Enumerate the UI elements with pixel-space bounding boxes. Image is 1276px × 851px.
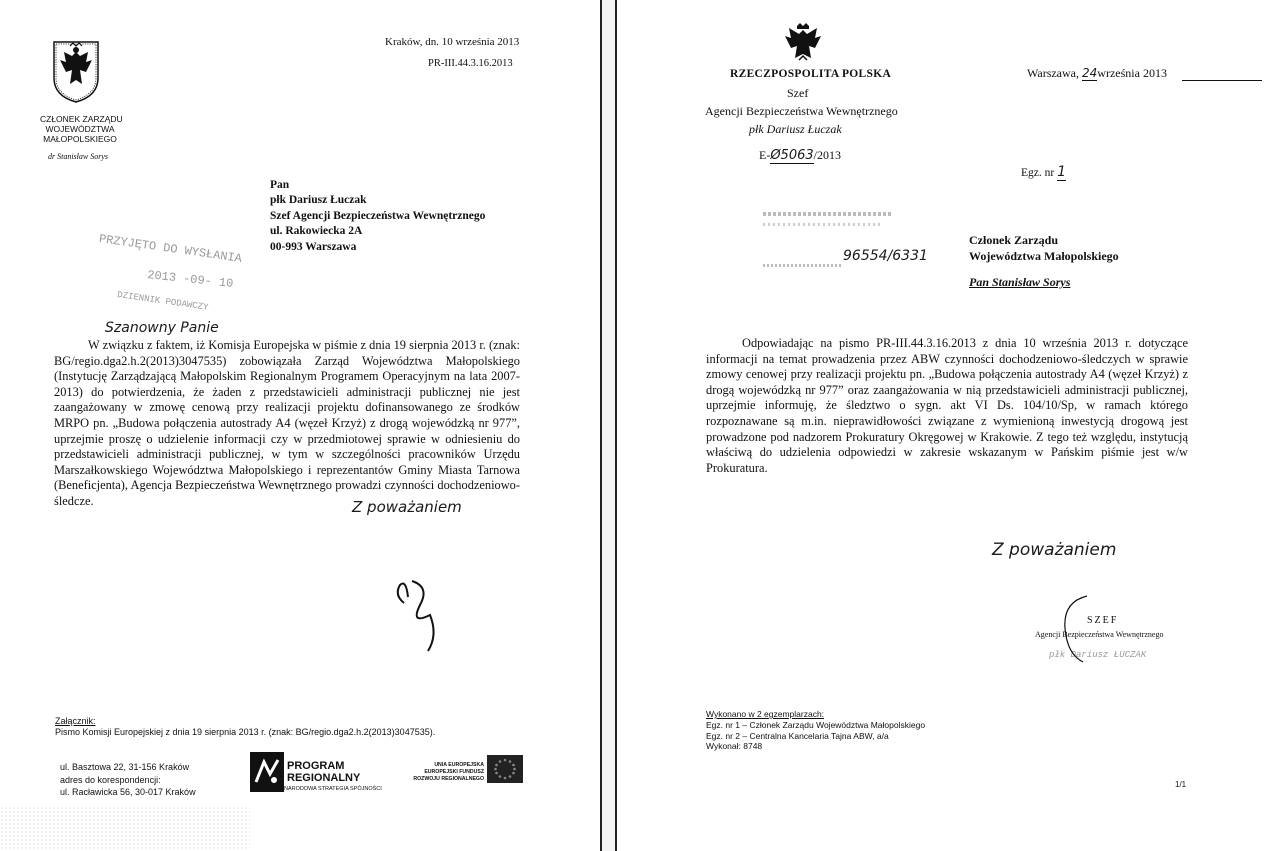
stamp-line [763,212,891,216]
sender-title-line: MAŁOPOLSKIEGO [43,134,117,144]
document-reference [759,148,841,163]
program-regionalny-label [287,760,360,784]
right-recipient [969,232,1119,264]
footer-address-line: ul. Racławicka 56, 30-017 Kraków [60,787,196,797]
recipient-person: Pan Stanisław Sorys [969,275,1071,289]
letter-body: W związku z faktem, iż Komisja Europejska w piśmie z dnia 19 sierpnia 2013 r. (znak: BG/regio.dga2.h.2(2013)3047535) zobowiązała Zarząd Województwa Małopolskiego (Instytucję Zarządzającą Małopolskim Regionalnym Programem Operacyjnym na lata 2007-2013) do potwierdzenia, że żaden z przedstawicieli administracji publicznej nie jest zaangażowany w zmowę cenową przy realizacji projektu dofinansowanego ze środków MRPO pn. „Budowa połączenia autostrady A4 (węzeł Krzyż) z drogą wojewódzką nr 977”, uprzejmie proszę o udzielenie informacji czy w przedmiotowej sprawie w odniesieniu do przedstawicieli administracji publicznej, w tym w szczególności pracowników Urzędu Marszałkowskiego Województwa Małopolskiego i reprezentantów Gminy Miasta Tarnowa (Beneficjenta), Agencja Bezpieczeństwa Wewnętrznego prowadzi czynności dochodzeniowo-śledcze. [54,338,520,508]
sender-person: dr Stanisław Sorys [48,152,109,161]
copies-label: Wykonano w 2 egzemplarzach: [706,709,825,719]
received-stamp: PRZYJĘTO DO WYSŁANIA [98,232,243,266]
eu-label-line: UNIA EUROPEJSKA [434,762,484,768]
footer-address [60,761,196,799]
handwritten-closing: Z poważaniem [992,540,1117,560]
eu-label-line: EUROPEJSKI FUNDUSZ [424,768,484,775]
stamp-handwritten-number: 96554/6331 [843,248,928,264]
footer-address-line: adres do korespondencji: [60,774,161,785]
received-stamp-date: 2013 -09- 10 [146,268,234,291]
program-logo-line: PROGRAM [287,760,345,772]
handwritten-closing: Z poważaniem [352,498,462,516]
country-header: RZECZPOSPOLITA POLSKA [730,68,892,80]
malopolska-coat-of-arms-icon [52,40,100,104]
date-underline [1182,80,1262,81]
official-stamp-agency: Agencji Bezpieczeństwa Wewnętrznego [1035,630,1164,639]
polish-eagle-icon [783,22,823,64]
recipient-line: ul. Rakowiecka 2A [270,225,363,238]
sender-title-line: WOJEWÓDZTWA [45,124,115,134]
copies-line: Egz. nr 2 – Centralna Kancelaria Tajna ABW, a/a [706,730,889,741]
sender-title-line: CZŁONEK ZARZĄDU [40,114,123,124]
right-letter-page [617,0,1276,851]
program-regionalny-logo-icon [250,752,284,792]
reference-handwritten: Ø5063 [770,148,814,163]
copies-line: Wykonał: 8748 [706,741,763,751]
agency-name: Agencji Bezpieczeństwa Wewnętrznego [705,104,898,118]
sender-title [40,114,123,144]
copies-list [706,720,925,752]
scan-noise [0,806,250,851]
recipient-line: 00-993 Warszawa [270,240,357,253]
attachment-label: Załącznik: [55,716,96,726]
reference-suffix: /2013 [813,148,841,162]
date-day-handwritten: 24 [1082,66,1098,80]
official-stamp-title: SZEF [1087,615,1119,626]
program-subtitle: NARODOWA STRATEGIA SPÓJNOŚCI [284,786,382,792]
eu-label [408,762,484,782]
recipient-line: Szef Agencji Bezpieczeństwa Wewnętrznego [270,209,486,222]
reference-prefix: E- [759,148,771,162]
reply-body: Odpowiadając na pismo PR-III.44.3.16.2013 z dnia 10 września 2013 r. dotyczące informacji na temat prowadzenia przez ABW czynności dochodzeniowo-śledczych w sprawie zmowy cenowej przy realizacji projektu pn. „Budowa połączenia autostrady A4 (węzeł Krzyż) z drogą wojewódzką nr 977” oraz zaangażowania w nią przedstawicieli administracji publicznej, uprzejmie informuję, że śledztwo o sygn. akt VI Ds. 104/10/Sp, w ramach którego rozpoznawane są m.in. nieprawidłowości związane z wymienioną inwestycją drogową jest prowadzone pod nadzorem Prokuratury Okręgowej w Krakowie. Z tego też względu, instytucją właściwą do udzielenia odpowiedzi w zakresie wskazanym w Pańskim piśmie jest w/w Prokuratura. [706,336,1188,475]
recipient-line: Województwa Małopolskiego [969,249,1119,263]
copy-number [1021,164,1066,180]
eu-flag-icon [487,755,523,783]
official-stamp-name: płk Dariusz ŁUCZAK [1049,650,1147,660]
program-logo-line: REGIONALNY [287,772,361,784]
recipient-line: Pan [270,179,290,191]
copies-line: Egz. nr 1 – Członek Zarządu Województwa Małopolskiego [706,720,926,730]
recipient-block [270,178,485,255]
left-letter-page [0,0,600,851]
received-stamp-office: DZIENNIK PODAWCZY [116,290,209,313]
signature-icon [390,575,450,655]
date-rest: września 2013 [1097,66,1167,80]
page-number: 1/1 [1175,780,1187,789]
right-letter-date [1027,66,1167,81]
attachment-text: Pismo Komisji Europejskiej z dnia 19 sierpnia 2013 r. (znak: BG/regio.dga2.h.2(2013)3047535). [55,727,436,737]
letter-date: Kraków, dn. 10 września 2013 [385,36,520,48]
office-title: Szef [787,86,809,100]
date-prefix: Warszawa, [1027,66,1080,80]
footer-address-line: ul. Basztowa 22, 31-156 Kraków [60,762,190,772]
letter-reference: PR-III.44.3.16.2013 [428,58,513,69]
stamp-line [763,223,883,226]
copy-number-handwritten: 1 [1057,164,1067,180]
recipient-line: Członek Zarządu [969,233,1059,247]
signature-icon [1057,592,1097,664]
stamp-line [763,264,841,267]
page-gutter [600,0,617,851]
recipient-line: płk Dariusz Łuczak [270,194,367,207]
handwritten-salutation: Szanowny Panie [105,320,219,336]
copy-label: Egz. nr [1021,167,1055,179]
signatory-name: płk Dariusz Łuczak [749,122,842,136]
eu-label-line: ROZWOJU REGIONALNEGO [413,775,484,782]
